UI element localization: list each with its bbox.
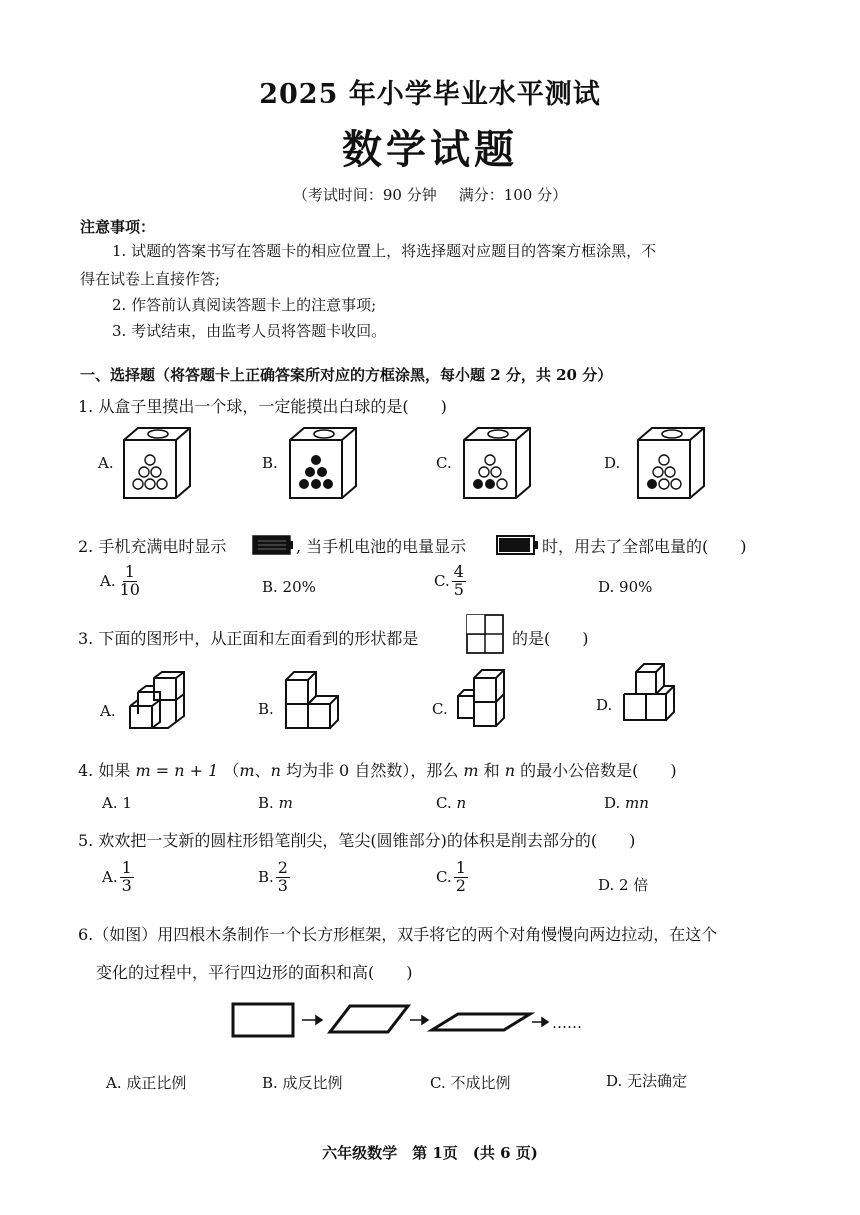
question-4-stem-c: 均为非 0 自然数），那么: [280, 761, 464, 780]
question-3-option-d: D.: [596, 696, 613, 714]
question-4-var-n-2: n: [504, 761, 516, 780]
box-icon-b: [288, 426, 360, 502]
question-4-option-a: A. 1: [102, 794, 132, 812]
fraction-b-numerator: 2: [277, 858, 288, 877]
question-5-option-b: [258, 860, 290, 895]
option-b-label: B.: [258, 794, 274, 812]
parallelogram-frame-1: [330, 1006, 408, 1032]
question-4-stem-b: （: [223, 761, 240, 780]
question-2-option-c: [434, 564, 466, 599]
question-2-option-b: B. 20%: [262, 578, 316, 596]
question-4-stem-e: 的最小公倍数是( ): [515, 761, 677, 780]
question-5-option-a: [102, 860, 134, 895]
frame-diagram: [230, 1000, 590, 1046]
question-6-line-2: 变化的过程中，平行四边形的面积和高( ): [96, 963, 413, 982]
option-b-label: B.: [258, 868, 274, 887]
fraction-a-denominator: 3: [121, 875, 132, 895]
view-shape-icon: [466, 614, 504, 654]
exam-score: 满分：100 分）: [458, 186, 568, 204]
option-a-label: A.: [100, 572, 116, 591]
question-6-option-a: A. 成正比例: [106, 1074, 187, 1092]
fraction-c-numerator: 1: [455, 858, 466, 877]
fraction-a: [120, 860, 134, 895]
option-c-value: n: [456, 794, 467, 812]
battery-low-icon: [496, 533, 540, 557]
fraction-b-denominator: 3: [277, 875, 288, 895]
question-4-option-d: [604, 794, 649, 812]
question-2-option-a: [100, 564, 142, 599]
exam-subtitle: 数学试题: [342, 126, 518, 173]
fraction-c-numerator: 4: [453, 562, 464, 581]
question-3-stem-b: 的是( ): [512, 629, 589, 648]
notice-item-1-line-1: 1. 试题的答案书写在答题卡的相应位置上，将选择题对应题目的答案方框涂黑，不: [112, 242, 657, 260]
question-4-option-b: [258, 794, 293, 812]
question-6-option-d: D. 无法确定: [606, 1072, 688, 1090]
cubes-icon-c: [456, 668, 518, 734]
option-c-label: C.: [436, 794, 452, 812]
fraction-a-numerator: 1: [124, 562, 135, 581]
parallelogram-frame-2: [432, 1014, 530, 1030]
notice-heading: 注意事项：: [80, 218, 156, 236]
option-d-label: D.: [604, 794, 621, 812]
question-2-stem-a: 2. 手机充满电时显示: [78, 537, 227, 556]
question-4-formula: m = n + 1: [135, 761, 219, 780]
fraction-a-numerator: 1: [121, 858, 132, 877]
question-1-stem: 1. 从盒子里摸出一个球，一定能摸出白球的是( ): [78, 397, 447, 416]
cubes-icon-d: [622, 662, 688, 726]
question-1-option-b: B.: [262, 454, 278, 472]
fraction-a: [118, 564, 142, 599]
fraction-b: [276, 860, 290, 895]
notice-item-3: 3. 考试结束，由监考人员将答题卡收回。: [112, 322, 387, 340]
question-4-var-m-2: m: [463, 761, 479, 780]
box-icon-c: [462, 426, 534, 502]
question-3-option-b: B.: [258, 700, 274, 718]
question-3-stem-a: 3. 下面的图形中，从正面和左面看到的形状都是: [78, 629, 419, 648]
option-c-label: C.: [434, 572, 450, 591]
question-4-option-c: [436, 794, 466, 812]
fraction-c: [452, 564, 466, 599]
question-4-var-n: n: [270, 761, 281, 780]
exam-time: （考试时间：90 分钟: [292, 186, 437, 204]
cubes-icon-a: [126, 670, 190, 736]
question-4-var-m: m: [239, 761, 255, 780]
fraction-c: [454, 860, 468, 895]
question-5-option-d: D. 2 倍: [598, 876, 649, 894]
option-a-label: A.: [102, 868, 118, 887]
page-footer: 六年级数学 第 1页 (共 6 页): [322, 1144, 538, 1162]
option-d-value: mn: [625, 794, 649, 812]
cubes-icon-b: [284, 670, 350, 732]
question-6-option-b: B. 成反比例: [262, 1074, 343, 1092]
question-5-option-c: [436, 860, 468, 895]
question-5-stem: 5. 欢欢把一支新的圆柱形铅笔削尖，笔尖(圆锥部分)的体积是削去部分的( ): [78, 831, 636, 850]
question-2-option-d: D. 90%: [598, 578, 653, 596]
question-4-stem-d: 和: [478, 761, 505, 780]
question-4-sep: 、: [254, 761, 271, 780]
fraction-a-denominator: 10: [119, 579, 140, 599]
box-icon-d: [636, 426, 708, 502]
arrow-icon-3: [532, 1018, 548, 1026]
fraction-c-denominator: 2: [455, 875, 466, 895]
diagram-ellipsis: ……: [552, 1014, 582, 1032]
question-3-option-a: A.: [100, 702, 116, 720]
question-6-line-1: 6.（如图）用四根木条制作一个长方形框架，双手将它的两个对角慢慢向两边拉动，在这个: [78, 925, 718, 944]
notice-item-1-line-2: 得在试卷上直接作答;: [80, 270, 221, 288]
question-4-stem: [78, 758, 677, 781]
question-2-stem-c: 时，用去了全部电量的( ): [542, 537, 747, 556]
question-4-stem-a: 4. 如果: [78, 761, 131, 780]
question-1-option-a: A.: [98, 454, 114, 472]
option-c-label: C.: [436, 868, 452, 887]
arrow-icon-2: [410, 1016, 428, 1024]
question-2-stem-b: , 当手机电池的电量显示: [296, 537, 467, 556]
exam-title: 2025 年小学毕业水平测试: [259, 79, 601, 110]
option-b-value: m: [278, 794, 293, 812]
question-1-option-c: C.: [436, 454, 452, 472]
arrow-icon-1: [302, 1016, 322, 1024]
question-3-option-c: C.: [432, 700, 448, 718]
box-icon-a: [122, 426, 194, 502]
exam-info: [0, 184, 860, 205]
notice-item-2: 2. 作答前认真阅读答题卡上的注意事项;: [112, 296, 377, 314]
question-1-option-d: D.: [604, 454, 621, 472]
battery-full-icon: [252, 533, 294, 557]
rectangle-frame: [233, 1004, 293, 1036]
section-heading: 一、选择题（将答题卡上正确答案所对应的方框涂黑，每小题 2 分，共 20 分）: [80, 366, 613, 384]
fraction-c-denominator: 5: [453, 579, 464, 599]
question-6-option-c: C. 不成比例: [430, 1074, 511, 1092]
